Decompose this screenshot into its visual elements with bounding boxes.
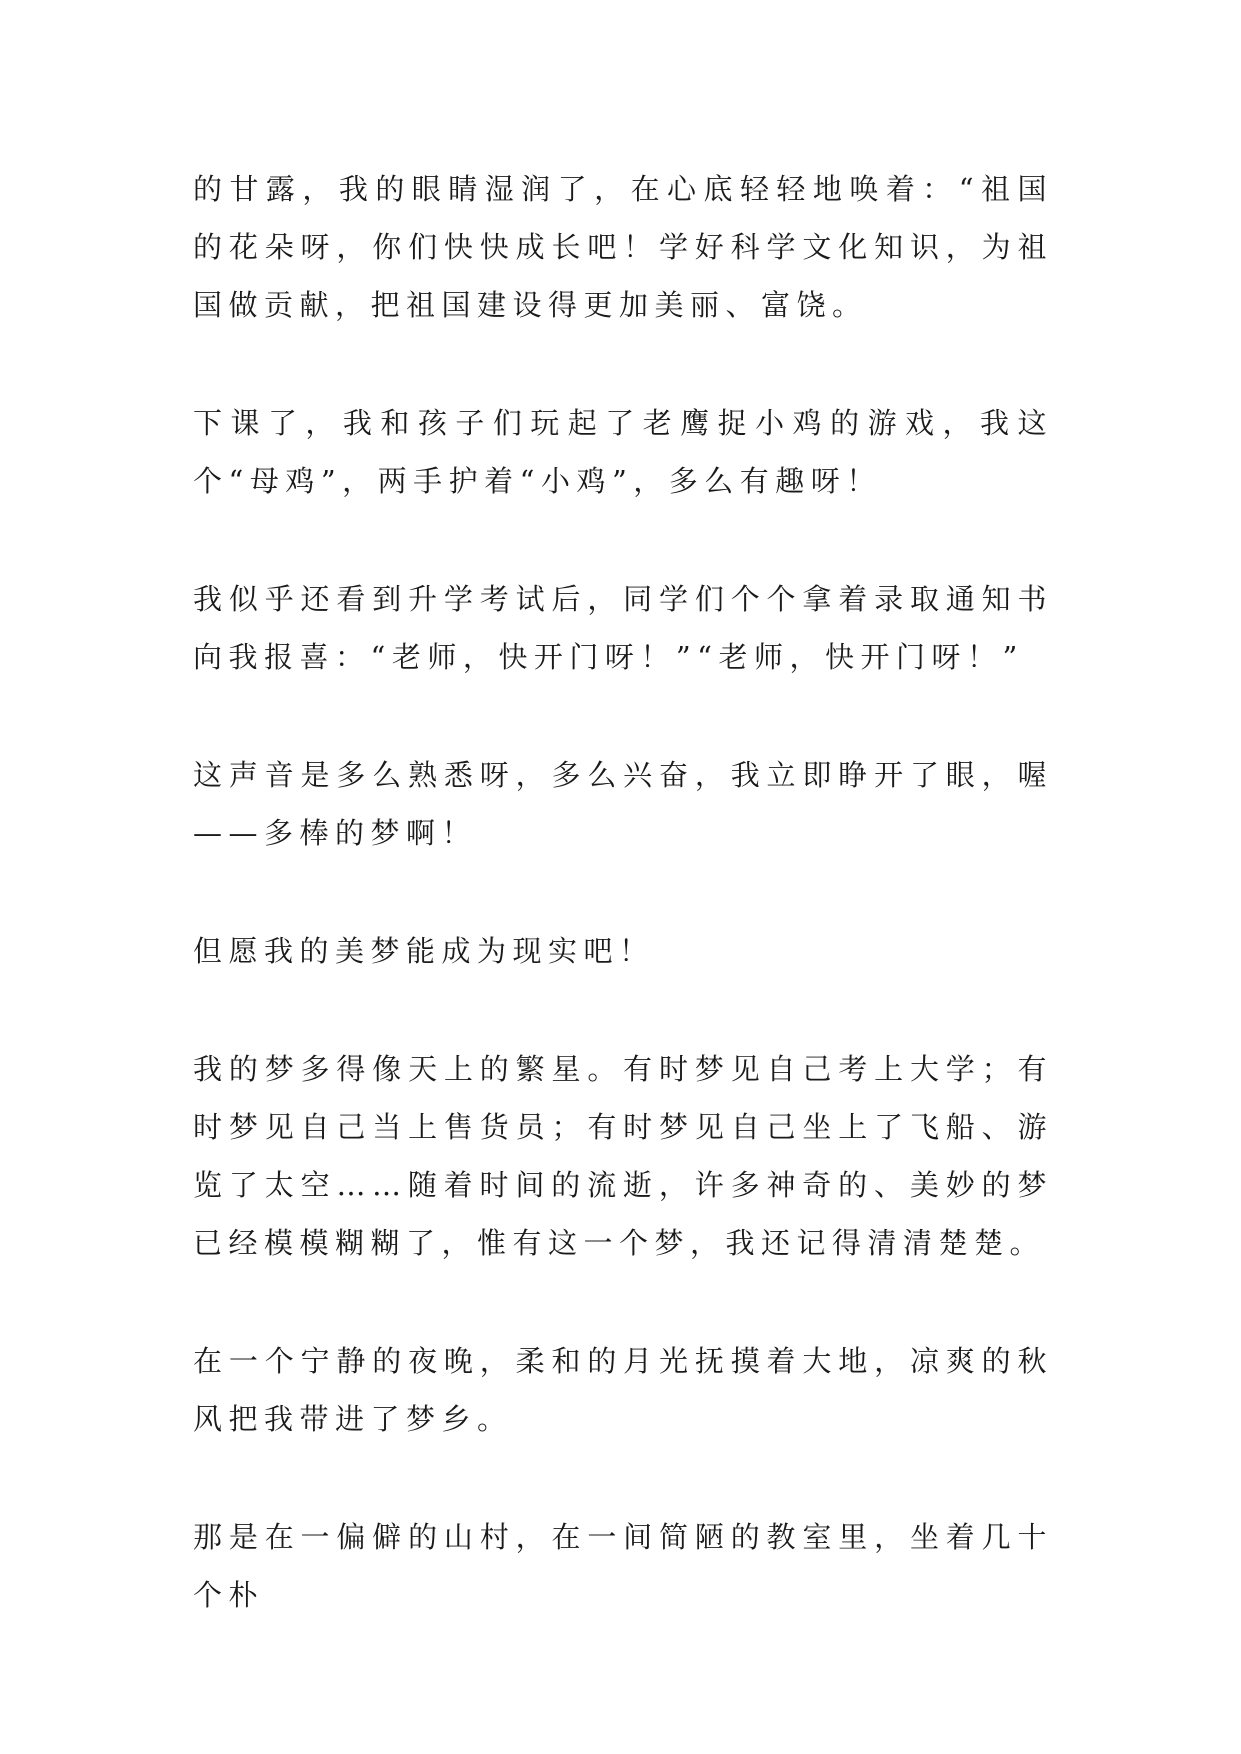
paragraph: 这声音是多么熟悉呀，多么兴奋，我立即睁开了眼，喔——多棒的梦啊！ (193, 758, 1053, 850)
paragraph: 下课了，我和孩子们玩起了老鹰捉小鸡的游戏，我这个“母鸡”，两手护着“小鸡”，多么有趣呀！ (193, 406, 1053, 498)
paragraph: 那是在一偏僻的山村，在一间简陋的教室里，坐着几十个朴 (193, 1520, 1053, 1612)
document-body (193, 160, 1053, 1624)
paragraph: 的甘露，我的眼睛湿润了，在心底轻轻地唤着：“祖国的花朵呀，你们快快成长吧！学好科学文化知识，为祖国做贡献，把祖国建设得更加美丽、富饶。 (193, 172, 1053, 322)
paragraph: 但愿我的美梦能成为现实吧！ (193, 934, 655, 968)
paragraph: 我的梦多得像天上的繁星。有时梦见自己考上大学；有时梦见自己当上售货员；有时梦见自己坐上了飞船、游览了太空……随着时间的流逝，许多神奇的、美妙的梦已经模模糊糊了，惟有这一个梦，我还记得清清楚楚。 (193, 1052, 1053, 1260)
paragraph: 在一个宁静的夜晚，柔和的月光抚摸着大地，凉爽的秋风把我带进了梦乡。 (193, 1344, 1053, 1436)
paragraph: 我似乎还看到升学考试后，同学们个个拿着录取通知书向我报喜：“老师，快开门呀！”“老师，快开门呀！” (193, 582, 1053, 674)
